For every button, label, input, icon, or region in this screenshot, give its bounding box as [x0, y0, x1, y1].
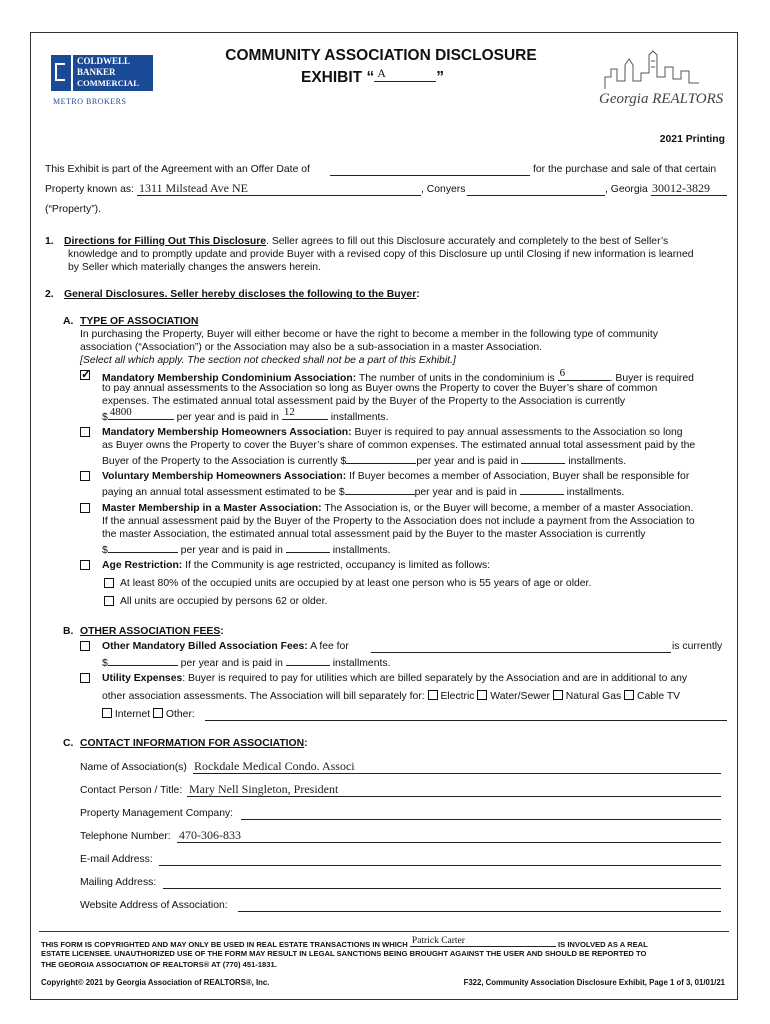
condo-checkbox[interactable] [80, 370, 90, 380]
zip-value: 30012-3829 [652, 181, 710, 195]
age-55-checkbox[interactable] [104, 578, 114, 588]
hoa-installments-field[interactable] [521, 452, 565, 464]
hoa-line3: Buyer of the Property to the Association is currently $ per year and is paid in installments. [102, 452, 626, 468]
sectionA-p2: association (“Association”) or the Association may also be a sub-association in a master Association. [80, 342, 543, 353]
copyright: Copyright© 2021 by Georgia Association of REALTORS®, Inc. [41, 978, 270, 987]
other-fees-line1: Other Mandatory Billed Association Fees: A fee for [102, 641, 349, 652]
voluntary-checkbox[interactable] [80, 471, 90, 481]
phone-field[interactable] [177, 829, 721, 843]
intro-line1-a: This Exhibit is part of the Agreement with an Offer Date of [45, 164, 310, 175]
age-option-62: All units are occupied by persons 62 or older. [120, 596, 328, 607]
form-page [30, 32, 738, 1000]
intro-line1-b: for the purchase and sale of that certain [533, 164, 717, 175]
exhibit-label: EXHIBIT “ [301, 69, 375, 86]
sectionA-title: TYPE OF ASSOCIATION [80, 316, 199, 327]
footer-line3: THE GEORGIA ASSOCIATION OF REALTORS® AT (770) 451-1831. [41, 960, 277, 969]
water-sewer-checkbox[interactable] [477, 690, 487, 700]
cable-tv-checkbox[interactable] [624, 690, 634, 700]
age-option-55: At least 80% of the occupied units are occupied by at least one person who is 55 years of age or older. [120, 578, 592, 589]
footer-line1: THIS FORM IS COPYRIGHTED AND MAY ONLY BE USED IN REAL ESTATE TRANSACTIONS IN WHICH Patrick Carter IS INVOLVED AS A REAL [41, 936, 648, 949]
hoa-checkbox[interactable] [80, 427, 90, 437]
pm-company-label: Property Management Company: [80, 808, 234, 819]
intro-line2-a: Property known as: [45, 184, 134, 195]
sectionC-label: C. [63, 738, 74, 749]
electric-checkbox[interactable] [428, 690, 438, 700]
other-fees-line2: $ per year and is paid in installments. [102, 654, 390, 670]
mailing-label: Mailing Address: [80, 877, 157, 888]
master-checkbox[interactable] [80, 503, 90, 513]
realtors-logo-text: Georgia REALTORS [599, 91, 724, 107]
condo-line1: Mandatory Membership Condominium Association: The number of units in the condominium is 6 . Buyer is required [102, 367, 694, 384]
age-line1: Age Restriction: If the Community is age restricted, occupancy is limited as follows: [102, 560, 491, 571]
natural-gas-checkbox[interactable] [553, 690, 563, 700]
sectionB-heading: OTHER ASSOCIATION FEES: [80, 626, 224, 637]
condo-amount-field[interactable]: 4800 [108, 408, 174, 420]
other-fees-currently: is currently [672, 641, 723, 652]
footer-divider [39, 931, 729, 932]
voluntary-line1: Voluntary Membership Homeowners Association: If Buyer becomes a member of Association, Buyer shall be responsible for [102, 471, 690, 482]
footer-line2: ESTATE LICENSEE. UNAUTHORIZED USE OF THE FORM MAY RESULT IN LEGAL SANCTIONS BEING BROUGHT AGAINST THE USER AND SHOULD BE REPORTED TO [41, 949, 647, 958]
city-field[interactable] [467, 182, 605, 196]
licensee-field[interactable]: Patrick Carter [410, 937, 556, 947]
voluntary-installments-field[interactable] [520, 483, 564, 495]
master-line4: $ per year and is paid in installments. [102, 541, 390, 557]
condo-line4: $ 4800 per year and is paid in 12 installments. [102, 406, 389, 423]
other-fees-checkbox[interactable] [80, 641, 90, 651]
sectionC-heading: CONTACT INFORMATION FOR ASSOCIATION: [80, 738, 308, 749]
skyline-icon [595, 47, 735, 91]
assoc-name-label: Name of Association(s) [80, 762, 187, 773]
condo-line2: to pay annual assessments to the Association so long as Buyer owns the Property to cover the Buyer’s share of common [102, 383, 658, 394]
coldwell-banker-logo [47, 51, 157, 111]
cb-logo-line2: BANKER [77, 67, 116, 77]
exhibit-field[interactable]: A [374, 67, 436, 82]
intro-state: , Georgia [605, 184, 648, 195]
exhibit-close: ” [436, 69, 444, 86]
assoc-name-value: Rockdale Medical Condo. Associ [194, 759, 355, 773]
condo-units-field[interactable]: 6 [558, 369, 610, 381]
phone-value: 470-306-833 [179, 828, 241, 842]
sectionC-title: CONTACT INFORMATION FOR ASSOCIATION [80, 738, 305, 749]
section2-title: General Disclosures. Seller hereby discloses the following to the Buyer [64, 289, 417, 300]
age-62-checkbox[interactable] [104, 596, 114, 606]
contact-label: Contact Person / Title: [80, 785, 183, 796]
email-field[interactable] [159, 852, 721, 866]
sectionA-p3: [Select all which apply. The section not checked shall not be a part of this Exhibit.] [80, 355, 456, 366]
other-fees-amount-field[interactable] [108, 654, 178, 666]
website-label: Website Address of Association: [80, 900, 228, 911]
master-line2: If the annual assessment paid by the Buyer of the Property to the Association does not include a payment from the Association to [102, 516, 695, 527]
contact-value: Mary Nell Singleton, President [189, 782, 339, 796]
internet-checkbox[interactable] [102, 708, 112, 718]
master-line1: Master Membership in a Master Association: The Association is, or the Buyer will become, a member of a master Association. [102, 503, 694, 514]
master-installments-field[interactable] [286, 541, 330, 553]
printing-label: 2021 Printing [659, 134, 725, 145]
cb-logo-emblem-icon [51, 55, 71, 91]
cb-logo-sub: METRO BROKERS [53, 97, 127, 106]
utility-line1: Utility Expenses: Buyer is required to pay for utilities which are billed separately by the Association and are in additional to any [102, 673, 688, 684]
intro-city: , Conyers [421, 184, 466, 195]
phone-label: Telephone Number: [80, 831, 171, 842]
form-id: F322, Community Association Disclosure Exhibit, Page 1 of 3, 01/01/21 [463, 978, 725, 987]
cb-logo-line3: COMMERCIAL [77, 78, 139, 88]
voluntary-line2: paying an annual total assessment estimated to be $ per year and is paid in installments. [102, 483, 624, 499]
section1-line3: by Seller which materially changes the answers herein. [68, 262, 321, 273]
email-label: E-mail Address: [80, 854, 153, 865]
other-utility-checkbox[interactable] [153, 708, 163, 718]
cb-logo-line1: COLDWELL [77, 56, 131, 66]
section2-num: 2. [45, 289, 54, 300]
page-title: COMMUNITY ASSOCIATION DISCLOSURE [225, 47, 537, 64]
exhibit-line [301, 67, 444, 87]
age-restriction-checkbox[interactable] [80, 560, 90, 570]
other-utility-field[interactable] [205, 707, 727, 721]
property-address-value: 1311 Milstead Ave NE [139, 181, 248, 195]
hoa-amount-field[interactable] [346, 452, 416, 464]
sectionB-title: OTHER ASSOCIATION FEES [80, 626, 221, 637]
intro-line3: (“Property”). [45, 204, 101, 215]
sectionA-label: A. [63, 316, 74, 327]
pm-company-field[interactable] [241, 806, 721, 820]
website-field[interactable] [238, 898, 721, 912]
other-fee-description-field[interactable] [371, 639, 671, 653]
hoa-line1: Mandatory Membership Homeowners Association: Buyer is required to pay annual assessments to the Association so long [102, 427, 683, 438]
utility-line2: other association assessments. The Association will bill separately for: Electric Water/Sewer Natural Gas Cable TV [102, 691, 681, 702]
offer-date-field[interactable] [330, 162, 530, 176]
mailing-field[interactable] [163, 875, 721, 889]
section1-title: Directions for Filling Out This Disclosure [64, 236, 267, 247]
section1-line2: knowledge and to promptly update and provide Buyer with a revised copy of this Disclosure up until Closing if new information is learned [68, 249, 694, 260]
utility-line3: Internet Other: [102, 708, 195, 721]
section1-line1: Directions for Filling Out This Disclosure. Seller agrees to fill out this Disclosure accurately and completely to the best of Seller’s [64, 236, 669, 247]
hoa-line2: as Buyer owns the Property to cover the Buyer’s share of common expenses. The estimated annual total assessment paid by the [102, 440, 696, 451]
sectionB-label: B. [63, 626, 74, 637]
condo-installments-field[interactable]: 12 [282, 408, 328, 420]
section2-heading: General Disclosures. Seller hereby discloses the following to the Buyer: [64, 289, 420, 300]
section1-num: 1. [45, 236, 54, 247]
georgia-realtors-logo [595, 47, 735, 117]
master-amount-field[interactable] [108, 541, 178, 553]
condo-line3: expenses. The estimated annual total assessment paid by the Buyer of the Property to the Association is currently [102, 396, 626, 407]
sectionA-p1: In purchasing the Property, Buyer will either become or have the right to become a member in the following type of community [80, 329, 658, 340]
utility-checkbox[interactable] [80, 673, 90, 683]
voluntary-amount-field[interactable] [345, 483, 415, 495]
other-fees-installments-field[interactable] [286, 654, 330, 666]
master-line3: the master Association, the estimated annual total assessment paid by the Buyer to the master Association is currently [102, 529, 646, 540]
